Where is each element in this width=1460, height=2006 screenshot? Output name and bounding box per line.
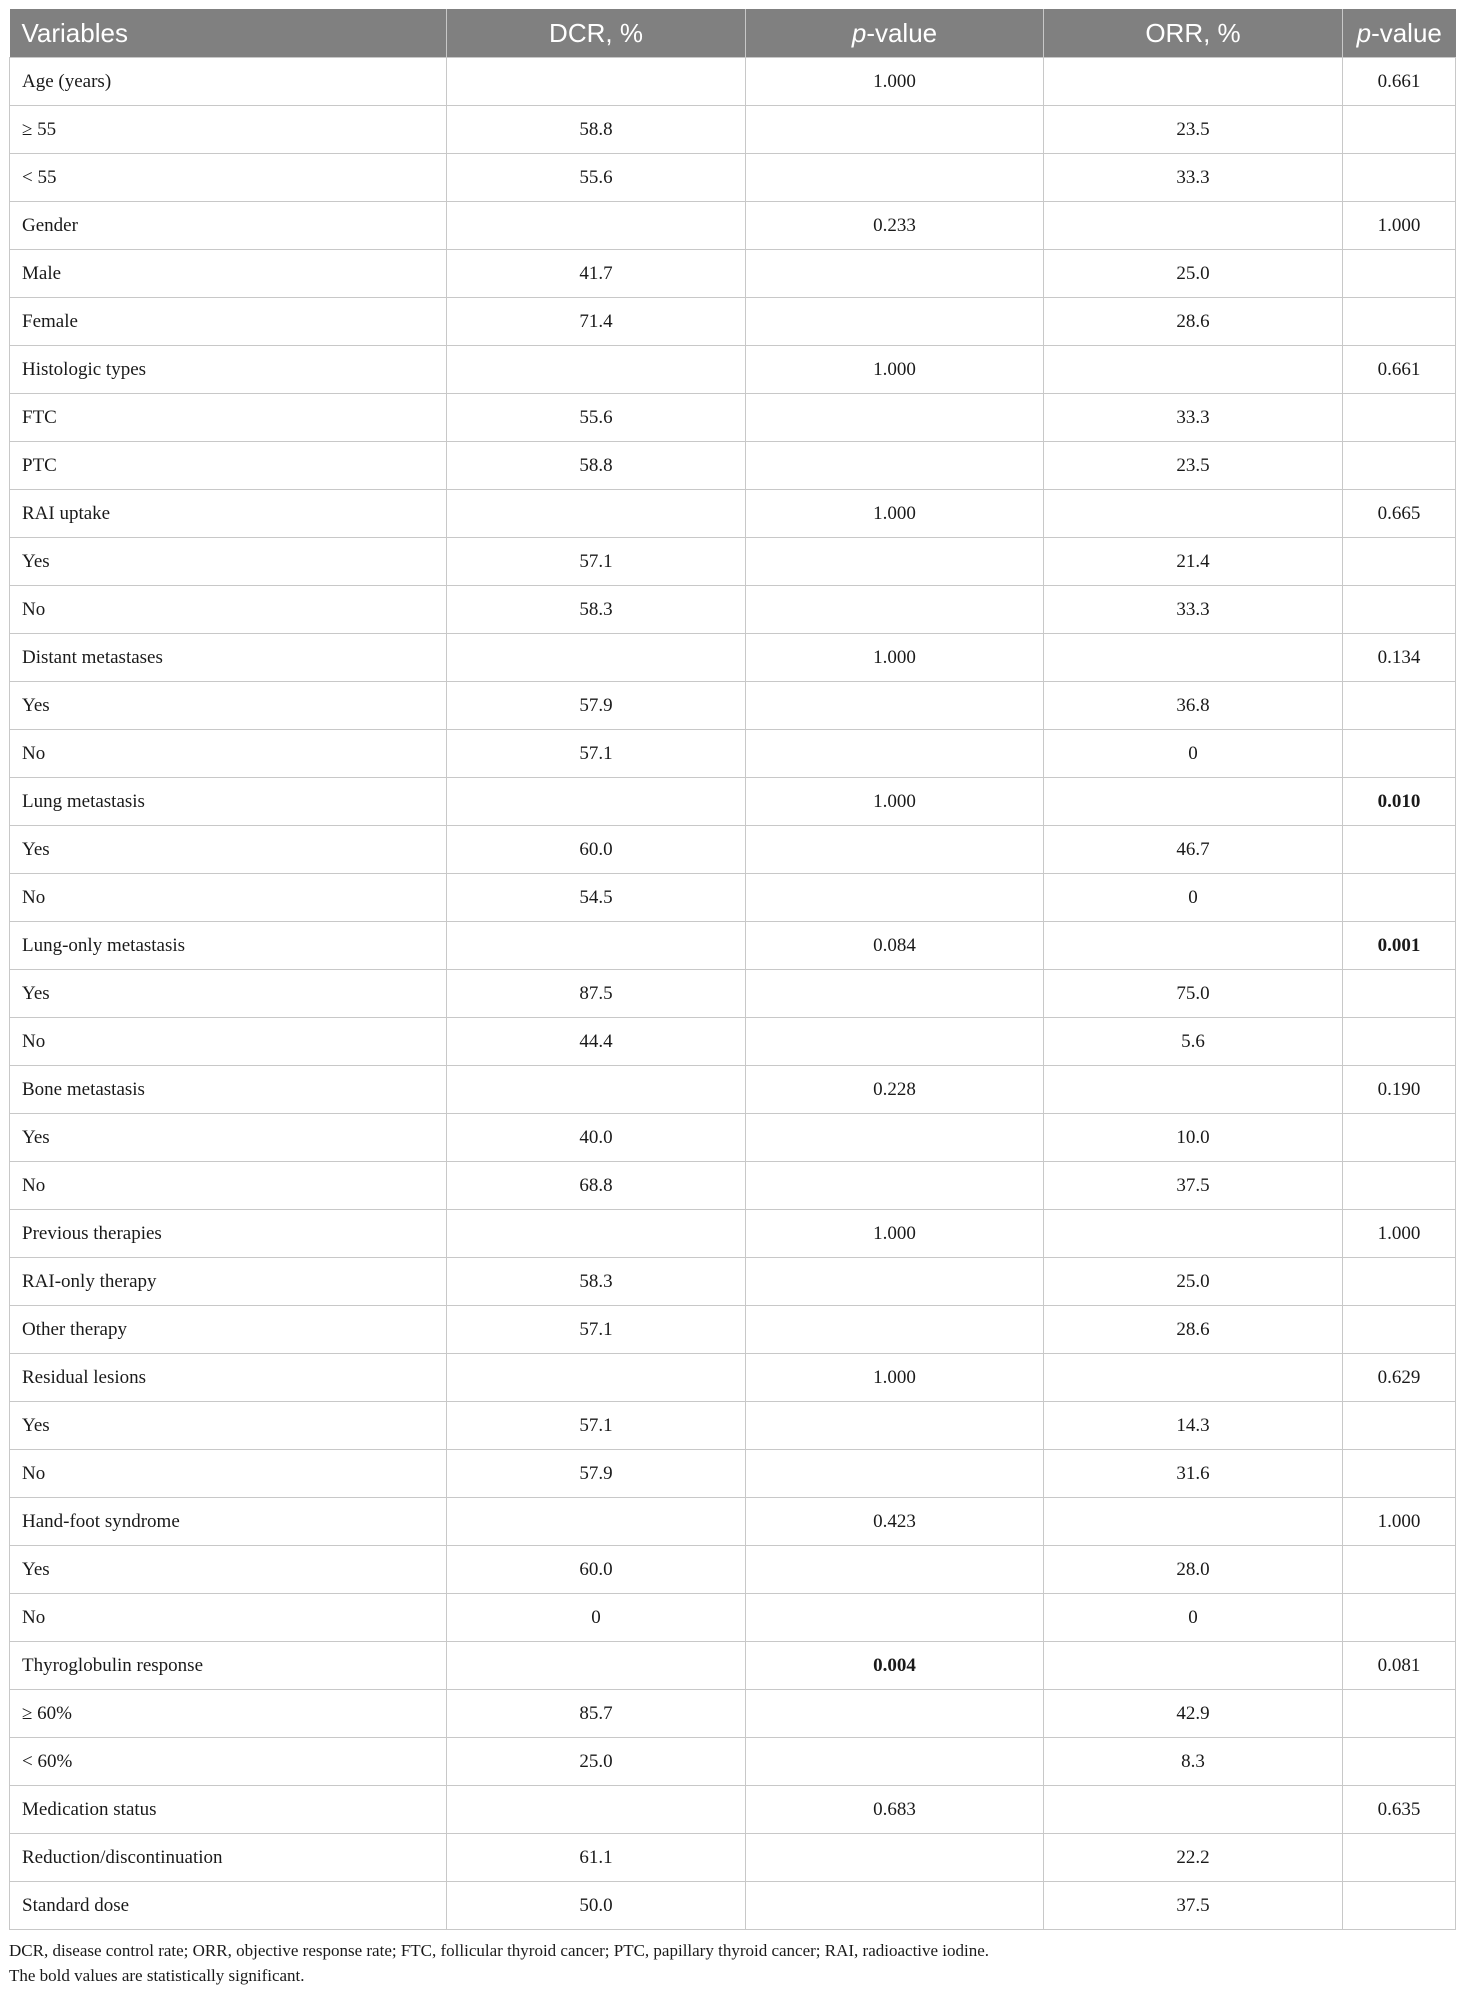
table-row [10, 1498, 1456, 1546]
cell-p-value-dcr: 1.000 [746, 490, 1044, 538]
cell-p-value-dcr [746, 1402, 1044, 1450]
cell-dcr: 57.1 [447, 730, 746, 778]
table-row [10, 346, 1456, 394]
cell-p-value-orr [1343, 1834, 1456, 1882]
cell-p-value-dcr [746, 106, 1044, 154]
cell-orr: 0 [1044, 1594, 1343, 1642]
cell-orr [1044, 778, 1343, 826]
cell-dcr: 55.6 [447, 394, 746, 442]
cell-p-value-orr [1343, 1738, 1456, 1786]
cell-dcr: 50.0 [447, 1882, 746, 1930]
cell-p-value-orr [1343, 682, 1456, 730]
cell-orr [1044, 1066, 1343, 1114]
cell-variable: Hand-foot syndrome [10, 1498, 447, 1546]
cell-p-value-orr: 0.081 [1343, 1642, 1456, 1690]
cell-variable: < 55 [10, 154, 447, 202]
cell-dcr: 58.3 [447, 586, 746, 634]
cell-dcr: 57.9 [447, 682, 746, 730]
header-p-italic: p [851, 17, 867, 48]
table-body [10, 58, 1456, 1930]
cell-variable: No [10, 586, 447, 634]
footnote-bold-note: The bold values are statistically significant. [9, 1966, 305, 1985]
cell-orr: 10.0 [1044, 1114, 1343, 1162]
cell-p-value-orr: 0.134 [1343, 634, 1456, 682]
table-row [10, 730, 1456, 778]
cell-p-value-dcr [746, 1114, 1044, 1162]
cell-orr: 28.0 [1044, 1546, 1343, 1594]
cell-p-value-dcr [746, 1834, 1044, 1882]
cell-dcr: 57.1 [447, 1402, 746, 1450]
cell-variable: No [10, 730, 447, 778]
cell-p-value-orr [1343, 1162, 1456, 1210]
table-row [10, 1018, 1456, 1066]
cell-p-value-orr [1343, 826, 1456, 874]
cell-p-value-dcr [746, 394, 1044, 442]
cell-orr: 33.3 [1044, 394, 1343, 442]
header-dcr: DCR, % [447, 9, 746, 58]
cell-dcr: 61.1 [447, 1834, 746, 1882]
header-p-italic: p [1356, 17, 1372, 48]
table-row [10, 202, 1456, 250]
table-row [10, 778, 1456, 826]
cell-p-value-orr: 0.665 [1343, 490, 1456, 538]
cell-p-value-orr [1343, 1546, 1456, 1594]
cell-variable: No [10, 874, 447, 922]
cell-p-value-orr [1343, 394, 1456, 442]
cell-variable: Yes [10, 1546, 447, 1594]
cell-p-value-dcr: 1.000 [746, 1210, 1044, 1258]
cell-p-value-dcr: 1.000 [746, 634, 1044, 682]
cell-p-value-dcr [746, 1690, 1044, 1738]
cell-dcr: 57.1 [447, 538, 746, 586]
cell-p-value-dcr [746, 1258, 1044, 1306]
table-row [10, 682, 1456, 730]
cell-p-value-dcr: 1.000 [746, 346, 1044, 394]
table-row [10, 826, 1456, 874]
cell-variable: PTC [10, 442, 447, 490]
cell-orr: 28.6 [1044, 1306, 1343, 1354]
cell-p-value-dcr [746, 538, 1044, 586]
footnote-abbreviations: DCR, disease control rate; ORR, objective response rate; FTC, follicular thyroid cancer; PTC, papillary thyroid cancer; RAI, radioactive iodine. [9, 1941, 990, 1960]
cell-orr: 37.5 [1044, 1162, 1343, 1210]
table-row [10, 1882, 1456, 1930]
cell-variable: Previous therapies [10, 1210, 447, 1258]
cell-p-value-orr [1343, 730, 1456, 778]
table-row [10, 1066, 1456, 1114]
cell-variable: Bone metastasis [10, 1066, 447, 1114]
header-variables: Variables [10, 9, 447, 58]
cell-dcr: 60.0 [447, 826, 746, 874]
cell-orr: 37.5 [1044, 1882, 1343, 1930]
cell-variable: < 60% [10, 1738, 447, 1786]
table-row [10, 1162, 1456, 1210]
cell-p-value-orr [1343, 586, 1456, 634]
cell-orr [1044, 922, 1343, 970]
cell-orr [1044, 1642, 1343, 1690]
table-row [10, 1306, 1456, 1354]
table-row [10, 1834, 1456, 1882]
table-row [10, 1738, 1456, 1786]
cell-dcr [447, 922, 746, 970]
cell-orr: 0 [1044, 730, 1343, 778]
cell-orr [1044, 346, 1343, 394]
cell-p-value-orr [1343, 1114, 1456, 1162]
cell-dcr [447, 1498, 746, 1546]
cell-variable: No [10, 1450, 447, 1498]
cell-p-value-dcr: 1.000 [746, 1354, 1044, 1402]
cell-p-value-dcr [746, 1450, 1044, 1498]
cell-dcr: 85.7 [447, 1690, 746, 1738]
cell-orr: 23.5 [1044, 106, 1343, 154]
table-row [10, 970, 1456, 1018]
cell-p-value-orr: 0.661 [1343, 346, 1456, 394]
cell-variable: Gender [10, 202, 447, 250]
cell-variable: Thyroglobulin response [10, 1642, 447, 1690]
cell-p-value-dcr [746, 586, 1044, 634]
cell-orr [1044, 1498, 1343, 1546]
cell-variable: RAI uptake [10, 490, 447, 538]
cell-dcr [447, 346, 746, 394]
cell-orr [1044, 490, 1343, 538]
cell-orr: 21.4 [1044, 538, 1343, 586]
cell-orr [1044, 1786, 1343, 1834]
cell-variable: No [10, 1018, 447, 1066]
cell-dcr: 0 [447, 1594, 746, 1642]
table-row [10, 1258, 1456, 1306]
table-row [10, 1114, 1456, 1162]
cell-p-value-orr [1343, 970, 1456, 1018]
cell-variable: Female [10, 298, 447, 346]
cell-p-value-dcr: 1.000 [746, 778, 1044, 826]
table-row [10, 106, 1456, 154]
cell-dcr [447, 490, 746, 538]
cell-variable: Age (years) [10, 58, 447, 106]
cell-dcr: 40.0 [447, 1114, 746, 1162]
table-row [10, 1642, 1456, 1690]
cell-variable: Yes [10, 1114, 447, 1162]
cell-p-value-dcr: 0.228 [746, 1066, 1044, 1114]
cell-p-value-orr [1343, 250, 1456, 298]
cell-p-value-orr: 0.190 [1343, 1066, 1456, 1114]
cell-p-value-dcr [746, 1018, 1044, 1066]
cell-p-value-orr [1343, 1450, 1456, 1498]
cell-orr [1044, 58, 1343, 106]
cell-variable: ≥ 55 [10, 106, 447, 154]
cell-dcr: 55.6 [447, 154, 746, 202]
cell-variable: No [10, 1162, 447, 1210]
cell-variable: Yes [10, 970, 447, 1018]
cell-p-value-dcr [746, 874, 1044, 922]
table-row [10, 1354, 1456, 1402]
cell-dcr: 57.9 [447, 1450, 746, 1498]
cell-variable: Lung-only metastasis [10, 922, 447, 970]
header-orr: ORR, % [1044, 9, 1343, 58]
cell-orr: 25.0 [1044, 250, 1343, 298]
cell-orr: 22.2 [1044, 1834, 1343, 1882]
cell-dcr [447, 634, 746, 682]
cell-orr: 31.6 [1044, 1450, 1343, 1498]
cell-p-value-orr: 0.635 [1343, 1786, 1456, 1834]
cell-p-value-dcr: 0.084 [746, 922, 1044, 970]
cell-p-value-dcr [746, 1738, 1044, 1786]
cell-p-value-dcr [746, 1882, 1044, 1930]
cell-orr: 14.3 [1044, 1402, 1343, 1450]
cell-p-value-orr [1343, 154, 1456, 202]
cell-p-value-orr [1343, 1258, 1456, 1306]
header-p-suffix: -value [866, 17, 938, 48]
cell-dcr: 44.4 [447, 1018, 746, 1066]
cell-orr: 42.9 [1044, 1690, 1343, 1738]
cell-variable: No [10, 1594, 447, 1642]
table-row [10, 154, 1456, 202]
results-table-container [9, 9, 1455, 1988]
cell-variable: RAI-only therapy [10, 1258, 447, 1306]
table-row [10, 874, 1456, 922]
cell-p-value-dcr [746, 730, 1044, 778]
table-row [10, 586, 1456, 634]
cell-orr: 5.6 [1044, 1018, 1343, 1066]
cell-p-value-orr: 0.001 [1343, 922, 1456, 970]
cell-p-value-dcr [746, 1594, 1044, 1642]
cell-p-value-orr [1343, 298, 1456, 346]
cell-p-value-orr [1343, 1402, 1456, 1450]
cell-p-value-dcr [746, 826, 1044, 874]
table-row [10, 1786, 1456, 1834]
cell-p-value-orr [1343, 1882, 1456, 1930]
cell-orr [1044, 1210, 1343, 1258]
cell-dcr: 87.5 [447, 970, 746, 1018]
cell-dcr: 58.8 [447, 442, 746, 490]
cell-variable: FTC [10, 394, 447, 442]
cell-dcr: 68.8 [447, 1162, 746, 1210]
cell-variable: Histologic types [10, 346, 447, 394]
table-row [10, 1210, 1456, 1258]
table-row [10, 634, 1456, 682]
cell-orr [1044, 1354, 1343, 1402]
cell-p-value-orr [1343, 1594, 1456, 1642]
cell-orr: 75.0 [1044, 970, 1343, 1018]
cell-p-value-orr: 1.000 [1343, 202, 1456, 250]
table-row [10, 250, 1456, 298]
table-row [10, 442, 1456, 490]
cell-p-value-dcr [746, 250, 1044, 298]
cell-p-value-dcr [746, 970, 1044, 1018]
cell-variable: Yes [10, 826, 447, 874]
cell-p-value-orr [1343, 538, 1456, 586]
cell-orr: 36.8 [1044, 682, 1343, 730]
cell-dcr: 60.0 [447, 1546, 746, 1594]
table-row [10, 1402, 1456, 1450]
cell-orr [1044, 634, 1343, 682]
cell-variable: Other therapy [10, 1306, 447, 1354]
table-row [10, 1594, 1456, 1642]
cell-variable: Yes [10, 538, 447, 586]
cell-variable: Reduction/discontinuation [10, 1834, 447, 1882]
header-p-value-orr [1343, 9, 1456, 58]
cell-p-value-dcr: 0.233 [746, 202, 1044, 250]
cell-p-value-dcr: 0.004 [746, 1642, 1044, 1690]
cell-dcr: 57.1 [447, 1306, 746, 1354]
table-row [10, 1450, 1456, 1498]
cell-variable: Male [10, 250, 447, 298]
cell-p-value-dcr [746, 442, 1044, 490]
table-header-row [10, 9, 1456, 58]
cell-p-value-dcr: 1.000 [746, 58, 1044, 106]
cell-p-value-orr: 0.010 [1343, 778, 1456, 826]
cell-p-value-dcr [746, 1162, 1044, 1210]
cell-orr: 25.0 [1044, 1258, 1343, 1306]
cell-variable: Yes [10, 1402, 447, 1450]
cell-dcr: 58.3 [447, 1258, 746, 1306]
cell-p-value-orr [1343, 442, 1456, 490]
cell-p-value-dcr [746, 298, 1044, 346]
cell-p-value-dcr: 0.423 [746, 1498, 1044, 1546]
cell-dcr [447, 778, 746, 826]
table-row [10, 922, 1456, 970]
table-row [10, 490, 1456, 538]
cell-p-value-orr: 0.629 [1343, 1354, 1456, 1402]
cell-orr: 23.5 [1044, 442, 1343, 490]
cell-p-value-orr [1343, 1306, 1456, 1354]
cell-p-value-orr: 0.661 [1343, 58, 1456, 106]
cell-dcr [447, 202, 746, 250]
cell-p-value-orr: 1.000 [1343, 1498, 1456, 1546]
cell-variable: Medication status [10, 1786, 447, 1834]
footnotes [9, 1938, 1455, 1988]
cell-dcr: 54.5 [447, 874, 746, 922]
cell-orr [1044, 202, 1343, 250]
cell-p-value-dcr [746, 154, 1044, 202]
table-row [10, 1546, 1456, 1594]
table-row [10, 58, 1456, 106]
cell-orr: 0 [1044, 874, 1343, 922]
cell-variable: Residual lesions [10, 1354, 447, 1402]
cell-orr: 33.3 [1044, 586, 1343, 634]
cell-dcr: 25.0 [447, 1738, 746, 1786]
header-p-value-dcr [746, 9, 1044, 58]
cell-p-value-orr: 1.000 [1343, 1210, 1456, 1258]
header-p-suffix: -value [1371, 17, 1442, 48]
table-row [10, 1690, 1456, 1738]
cell-dcr: 41.7 [447, 250, 746, 298]
cell-variable: Yes [10, 682, 447, 730]
table-row [10, 394, 1456, 442]
cell-dcr: 58.8 [447, 106, 746, 154]
results-table [9, 9, 1456, 1930]
cell-p-value-orr [1343, 874, 1456, 922]
table-row [10, 298, 1456, 346]
cell-dcr [447, 1786, 746, 1834]
cell-variable: Lung metastasis [10, 778, 447, 826]
table-row [10, 538, 1456, 586]
cell-p-value-dcr [746, 1546, 1044, 1594]
cell-variable: Standard dose [10, 1882, 447, 1930]
cell-dcr [447, 58, 746, 106]
cell-p-value-orr [1343, 1690, 1456, 1738]
cell-orr: 28.6 [1044, 298, 1343, 346]
cell-p-value-dcr [746, 682, 1044, 730]
cell-variable: ≥ 60% [10, 1690, 447, 1738]
cell-p-value-orr [1343, 106, 1456, 154]
cell-orr: 8.3 [1044, 1738, 1343, 1786]
cell-dcr: 71.4 [447, 298, 746, 346]
cell-dcr [447, 1066, 746, 1114]
cell-dcr [447, 1210, 746, 1258]
cell-dcr [447, 1354, 746, 1402]
cell-p-value-dcr [746, 1306, 1044, 1354]
cell-orr: 33.3 [1044, 154, 1343, 202]
cell-dcr [447, 1642, 746, 1690]
cell-p-value-dcr: 0.683 [746, 1786, 1044, 1834]
cell-orr: 46.7 [1044, 826, 1343, 874]
cell-variable: Distant metastases [10, 634, 447, 682]
cell-p-value-orr [1343, 1018, 1456, 1066]
